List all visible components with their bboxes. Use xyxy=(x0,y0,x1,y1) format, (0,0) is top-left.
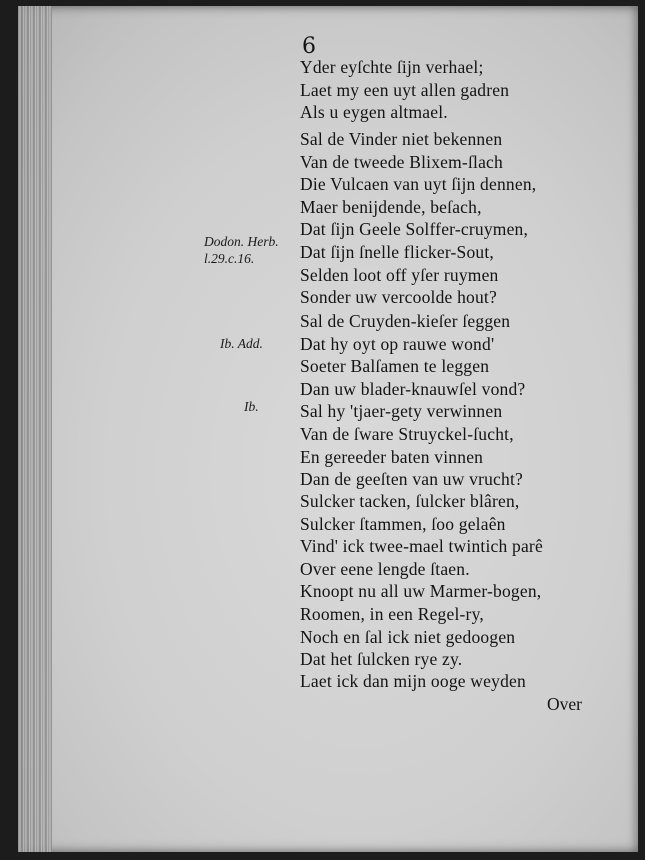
verse-line: Over eene lengde ſtaen. xyxy=(300,558,470,579)
verse-line: Sal hy 'tjaer-gety verwinnen xyxy=(300,401,503,422)
verse-line: En gereeder baten vinnen xyxy=(300,446,484,467)
verse-line: Laet ick dan mijn ooge weyden xyxy=(300,671,526,691)
verse-line: Dan uw blader-knauwſel vond? xyxy=(300,378,526,399)
margin-note: l.29.c.16. xyxy=(204,251,255,266)
book-page xyxy=(18,6,638,852)
stanza-2 xyxy=(300,128,630,309)
verse-line: Dat het ſulcken rye zy. xyxy=(300,649,463,670)
margin-note: Ib. xyxy=(244,399,259,414)
verse-line: Dan de geeſten van uw vrucht? xyxy=(300,469,524,490)
page-number: 6 xyxy=(302,34,316,59)
verse-line: Van de ſware Struyckel-ſucht, xyxy=(300,423,514,444)
verse-line: Als u eygen altmael. xyxy=(300,102,448,123)
margin-note: Ib. Add. xyxy=(220,336,263,351)
verse-line: Maer benijdende, beſach, xyxy=(300,196,482,217)
stanza-4 xyxy=(300,490,630,671)
verse-line: Sulcker tacken, ſulcker blâren, xyxy=(300,491,520,511)
verse-line: Noch en ſal ick niet gedoogen xyxy=(300,626,516,647)
verse-line: Dat ſijn ſnelle flicker-Sout, xyxy=(300,241,495,262)
verse-line: Sal de Cruyden-kieſer ſeggen xyxy=(300,311,511,331)
verse-line: Laet my een uyt allen gadren xyxy=(300,79,510,100)
verse-line: Soeter Balſamen te leggen xyxy=(300,356,490,377)
verse-line: Vind' ick twee-mael twintich parê xyxy=(300,536,543,557)
margin-note: Dodon. Herb. xyxy=(204,234,279,249)
stanza-3 xyxy=(300,310,630,491)
verse-line: Van de tweede Blixem-ſlach xyxy=(300,151,503,172)
verse-line: Dat hy oyt op rauwe wond' xyxy=(300,333,495,354)
verse-line: Dat ſijn Geele Solffer-cruymen, xyxy=(300,219,529,240)
verse-line: Yder eyſchte ſijn verhael; xyxy=(300,57,484,77)
verse-line: Knoopt nu all uw Marmer-bogen, xyxy=(300,581,542,602)
verse-line: Sulcker ſtammen, ſoo gelaên xyxy=(300,513,506,534)
verse-line: Die Vulcaen van uyt ſijn dennen, xyxy=(300,174,537,195)
verse-line: Sal de Vinder niet bekennen xyxy=(300,129,503,149)
book-spine-shadow xyxy=(18,6,52,852)
catchword: Over xyxy=(547,694,582,714)
verse-line: Roomen, in een Regel-ry, xyxy=(300,603,484,624)
stanza-5 xyxy=(300,670,630,693)
stanza-1 xyxy=(300,56,630,124)
verse-line: Selden loot off yſer ruymen xyxy=(300,264,499,285)
verse-line: Sonder uw vercoolde hout? xyxy=(300,287,497,308)
